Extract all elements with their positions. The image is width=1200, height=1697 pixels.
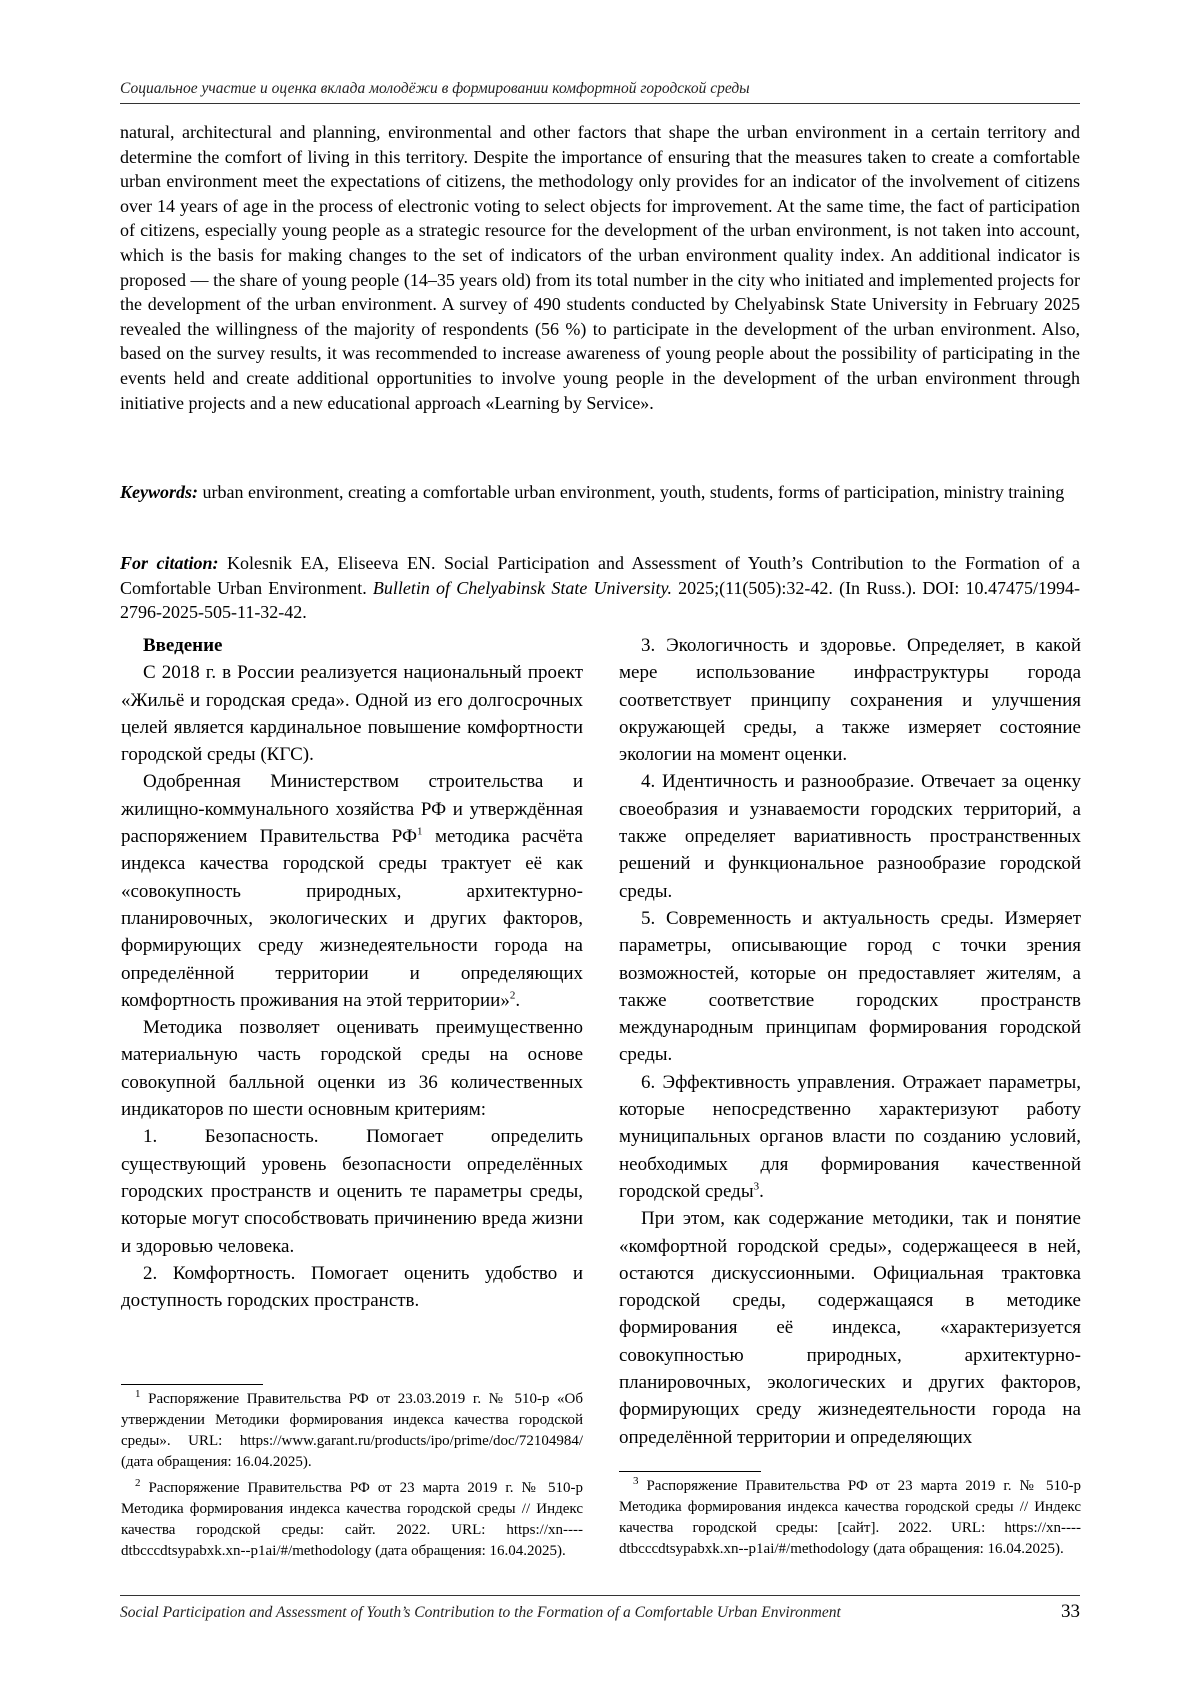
body-column-right — [619, 632, 1081, 1451]
paragraph: 3. Экологичность и здоровье. Определяет, в какой мере использование инфраструктуры города соответствует принципу сохранения и улучшения окружающей среды, а также измеряет состояние экологии на момент оценки. — [619, 635, 1081, 766]
footnotes-right — [619, 1476, 1081, 1565]
paragraph-text: методика расчёта индекса качества городской среды трактует её как «совокупность природных, архитектурно-планировочных, экологических и других факторов, формирующих среду жизнедеятельности города на определённой территории и определяющих комфортность проживания на этой территории» — [121, 826, 583, 1011]
footnotes-left — [121, 1389, 583, 1567]
citation-journal: Bulletin of Chelyabinsk State University. — [372, 577, 672, 598]
footnote-ref[interactable]: 1 — [417, 825, 423, 838]
paragraph: При этом, как содержание методики, так и понятие «комфортной городской среды», содержащееся в ней, остаются дискуссионными. Официальная трактовка городской среды, содержащаяся в методике формирования её индекса, «характеризуется совокупностью природных, архитектурно-планировочных, экологических и других факторов, формирующих среду жизнедеятельности города на определённой территории и определяющих — [619, 1208, 1081, 1448]
paragraph-text: Одобренная Министерством строительства и жилищно-коммунального хозяйства РФ и утверждённая распоряжением Правительства РФ — [121, 771, 583, 848]
citation — [120, 551, 1080, 625]
footnote-text: Распоряжение Правительства РФ от 23.03.2019 г. № 510-р «Об утверждении Методики формирования индекса качества городской среды». URL: https://www.garant.ru/products/ipo/prime/doc/72104984/ (дата обращения: 16.04.2025). — [121, 1391, 583, 1470]
abstract-continuation — [120, 120, 1080, 415]
paragraph — [121, 768, 583, 1014]
paragraph: 5. Современность и актуальность среды. Измеряет параметры, описывающие город с точки зрения возможностей, которые он предоставляет жителям, а также соответствие городских пространств международным принципам формирования городской среды. — [619, 907, 1081, 1066]
keywords-text: urban environment, creating a comfortable urban environment, youth, students, forms of participation, ministry training — [202, 482, 1065, 502]
running-footer: Social Participation and Assessment of Youth’s Contribution to the Formation of a Comfortable Urban Environment — [120, 1604, 841, 1621]
footer-divider — [120, 1595, 1080, 1596]
footnote — [121, 1389, 583, 1473]
page-number: 33 — [1061, 1601, 1080, 1622]
keywords — [120, 480, 1080, 505]
abstract-text: natural, architectural and planning, environmental and other factors that shape the urban environment in a certain territory and determine the comfort of living in this territory. Despite the importance of ensuring that the measures taken to create a comfortable urban environment meet the expectations of citizens, the methodology only provides for an indicator of the involvement of citizens over 14 years of age in the process of electronic voting to select objects for improvement. At the same time, the fact of participation of citizens, especially young people as a strategic resource for the development of the urban environment, is not taken into account, which is the basis for making changes to the set of indicators of the urban environment quality index. An additional indicator is proposed — the share of young people (14–35 years old) from its total number in the city who initiated and implemented projects for the development of the urban environment. A survey of 490 students conducted by Chelyabinsk State University in February 2025 revealed the willingness of the majority of respondents (56 %) to participate in the development of the urban environment. Also, based on the survey results, it was recommended to increase awareness of young people about the possibility of participating in the events held and create additional opportunities to involve young people in the development of the urban environment through initiative projects and a new educational approach «Learning by Service». — [120, 122, 1080, 413]
section-heading: Введение — [143, 635, 223, 656]
footnote-divider — [619, 1471, 761, 1472]
footnote-text: Распоряжение Правительства РФ от 23 марта 2019 г. № 510-р Методика формирования индекса качества городской среды // Индекс качества городской среды: [сайт]. 2022. URL: https://xn----dtbcccdtsypabxk.xn--p1ai/#/methodology (дата обращения: 16.04.2025). — [619, 1478, 1081, 1557]
footnote-number: 1 — [135, 1388, 141, 1400]
footnote-ref[interactable]: 3 — [753, 1180, 760, 1193]
paragraph-text: 6. Эффективность управления. Отражает параметры, которые непосредственно характеризуют работу муниципальных органов власти по созданию условий, необходимых для формирования качественной городской среды — [619, 1071, 1081, 1202]
body-column-left — [121, 632, 583, 1314]
footnote-number: 2 — [135, 1477, 141, 1489]
paragraph: 1. Безопасность. Помогает определить существующий уровень безопасности определённых городских пространств и оценить те параметры среды, которые могут способствовать причинению вреда жизни и здоровью человека. — [121, 1126, 583, 1257]
footnote — [121, 1478, 583, 1562]
paragraph: Методика позволяет оценивать преимущественно материальную часть городской среды на основе совокупной балльной оценки из 36 количественных индикаторов по шести основным критериям: — [121, 1017, 583, 1121]
keywords-label: Keywords: — [120, 482, 198, 502]
footnote-text: Распоряжение Правительства РФ от 23 марта 2019 г. № 510-р Методика формирования индекса качества городской среды // Индекс качества городской среды: сайт. 2022. URL: https://xn----dtbcccdtsypabxk.xn--p1ai/#/methodology (дата обращения: 16.04.2025). — [121, 1480, 583, 1559]
paragraph: С 2018 г. в России реализуется национальный проект «Жильё и городская среда». Одной из его долгосрочных целей является кардинальное повышение комфортности городской среды (КГС). — [121, 662, 583, 766]
paragraph — [619, 1069, 1081, 1205]
footnote-divider — [121, 1384, 263, 1385]
header-divider — [120, 103, 1080, 104]
running-header: Социальное участие и оценка вклада молодёжи в формировании комфортной городской среды — [120, 80, 750, 97]
paragraph-text: . — [759, 1180, 764, 1202]
footnote-number: 3 — [633, 1475, 639, 1487]
paragraph-text: . — [515, 989, 521, 1011]
citation-text: Kolesnik EA, Eliseeva EN. Social Participation and Assessment of Youth’s Contribution to the Formation of a Comfortable Urban Environment. — [120, 553, 1080, 598]
footnote — [619, 1476, 1081, 1560]
citation-label: For citation: — [120, 553, 219, 573]
paragraph: 4. Идентичность и разнообразие. Отвечает за оценку своеобразия и узнаваемости городских территорий, а также определяет вариативность пространственных решений и функциональное разнообразие городской среды. — [619, 771, 1081, 902]
paragraph: 2. Комфортность. Помогает оценить удобство и доступность городских пространств. — [121, 1262, 583, 1312]
citation-doi: 2025;(11(505):32-42. (In Russ.). DOI: 10.47475/1994-2796-2025-505-11-32-42. — [120, 577, 1081, 623]
footnote-ref[interactable]: 2 — [509, 989, 516, 1002]
